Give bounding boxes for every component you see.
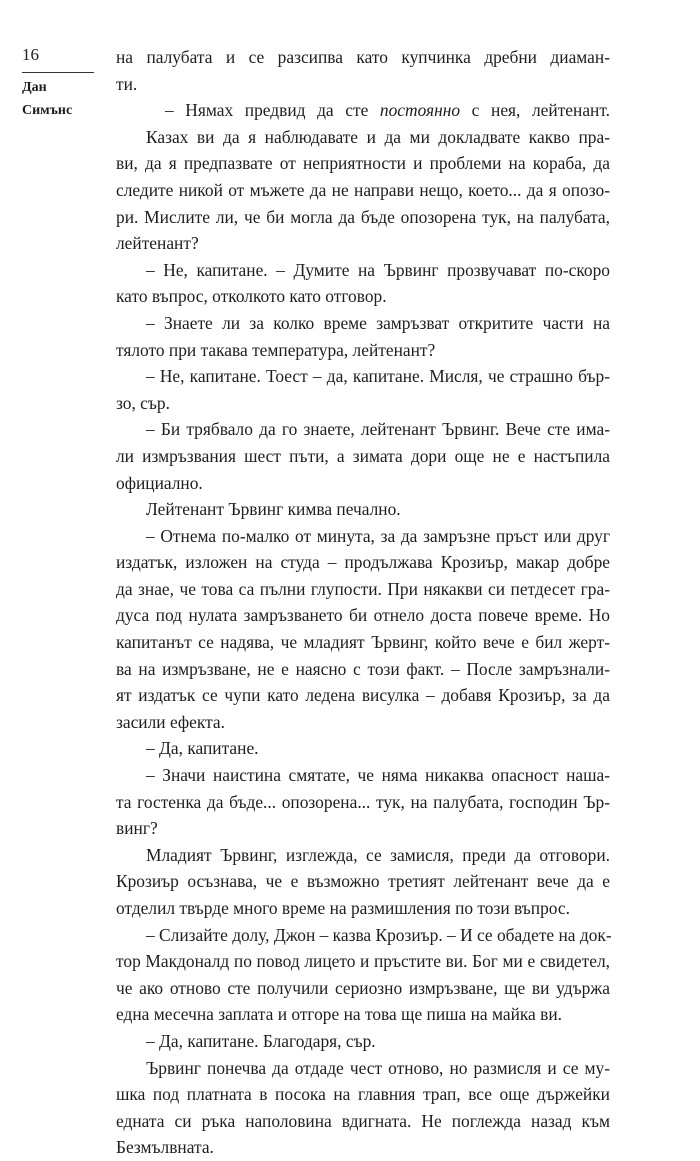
text-line [116, 97, 610, 124]
text-line: една месечна заплата и отгоре на това ще пиша на майка ви. [116, 1004, 562, 1025]
text-line: следите никой от мъжете да не направи нещо, което... да я опозо- [116, 179, 610, 200]
text-line: ва на измръзване, не е наясно с този факт. – После замръзнали- [116, 658, 610, 679]
text-line: ви, да я предпазвате от неприятности и проблеми на кораба, да [116, 153, 610, 174]
text-line: та гостенка да бъде... опозорена... тук, на палубата, господин Ър- [116, 791, 610, 812]
text-line: – Значи наистина смятате, че няма никаква опасност наша- [146, 765, 610, 786]
text-line: отделил твърде много време на размишления по този въпрос. [116, 898, 570, 918]
text-line: – Да, капитане. Благодаря, сър. [146, 1030, 376, 1051]
text-line: зо, сър. [116, 392, 170, 413]
emphasis-text: постоянно [379, 100, 461, 121]
text-line: ти. [116, 73, 138, 94]
text-line: – Отнема по-малко от минута, за да замръзне пръст или друг [146, 525, 610, 546]
text-line: официално. [116, 472, 203, 493]
text-line: дуса под нулата замръзването би отнело доста повече време. Но [116, 605, 610, 626]
text-line: издатък, изложен на студа – продължава Крозиър, макар добре [116, 552, 610, 573]
text-line: Ървинг понечва да отдаде чест отново, но размисля и се му- [146, 1057, 610, 1078]
text-line: Крозиър осъзнава, че е възможно третият лейтенант вече да е [116, 871, 610, 892]
text-line: Казах ви да я наблюдавате и да ми докладвате какво пра- [146, 126, 610, 147]
text-body [116, 44, 610, 1161]
text-run: – Нямах предвид да сте [165, 100, 380, 121]
text-line: – Не, капитане. Тоест – да, капитане. Мисля, че страшно бър- [146, 366, 610, 387]
page-number: 16 [22, 45, 39, 64]
text-line: да знае, че това са пълни глупости. При някакви си петдесет гра- [116, 578, 610, 599]
text-line: ри. Мислите ли, че би могла да бъде опозорена тук, на палубата, [116, 206, 610, 227]
text-line: капитанът се надява, че младият Ървинг, който вече е бил жерт- [116, 632, 610, 653]
text-line: Безмълвната. [116, 1137, 214, 1158]
text-line: тор Макдоналд по повод лицето и пръстите ви. Бог ми е свидетел, [116, 951, 610, 972]
author-running-head [22, 76, 72, 122]
text-line: засили ефекта. [116, 711, 225, 732]
running-head-rule [22, 72, 94, 73]
text-run: с нея, лейтенант. [460, 100, 610, 121]
text-line: Лейтенант Ървинг кимва печално. [146, 499, 401, 520]
text-line: тялото при такава температура, лейтенант? [116, 339, 436, 360]
text-line: ят издатък се чупи като ледена висулка – добавя Крозиър, за да [116, 685, 610, 706]
text-line: – Би трябвало да го знаете, лейтенант Ървинг. Вече сте има- [146, 419, 610, 440]
text-line: Младият Ървинг, изглежда, се замисля, преди да отговори. [146, 844, 610, 865]
text-line: едната си ръка наполовина вдигната. Не поглежда назад към [116, 1110, 610, 1131]
text-line: – Знаете ли за колко време замръзват откритите части на [146, 312, 610, 333]
text-line: шка под платната в посока на главния трап, все още държейки [116, 1084, 610, 1105]
text-line: лейтенант? [116, 233, 199, 254]
text-line: като въпрос, отколкото като отговор. [116, 286, 387, 307]
text-line: на палубата и се разсипва като купчинка дребни диаман- [116, 47, 610, 67]
text-line: че ако отново сте получили сериозно измръзване, ще ви удържа [116, 977, 610, 998]
text-line: – Слизайте долу, Джон – казва Крозиър. – И се обадете на док- [146, 924, 612, 945]
text-line: ли измръзвания шест пъти, а зимата дори още не е настъпила [116, 445, 610, 466]
text-line: – Не, капитане. – Думите на Ървинг прозвучават по-скоро [146, 259, 610, 280]
text-line: винг? [116, 818, 158, 839]
author-first-name: Дан [22, 80, 47, 95]
text-line: – Да, капитане. [146, 738, 259, 759]
author-last-name: Симънс [22, 103, 73, 118]
